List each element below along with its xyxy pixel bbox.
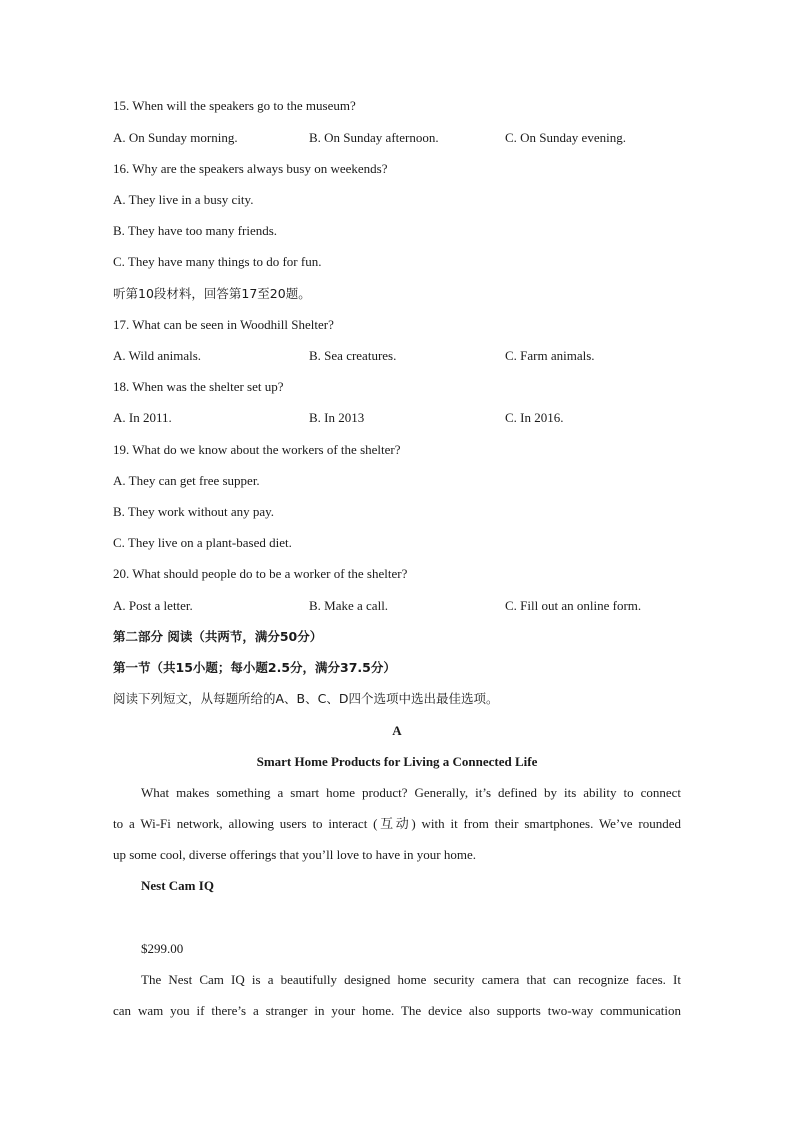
question-16: 16. Why are the speakers always busy on weekends? <box>113 161 388 176</box>
q19-option-c: C. They live on a plant-based diet. <box>113 535 292 550</box>
section-1-heading: 第一节（共15小题；每小题2.5分，满分37.5分） <box>113 660 396 675</box>
q20-option-b: B. Make a call. <box>309 598 389 613</box>
intro-line-2: to a Wi-Fi network, allowing users to interact (互动) with it from their smartphones. We’ve rounded <box>113 816 681 831</box>
intro-line-1: What makes something a smart home product? Generally, it’s defined by its ability to connect <box>141 785 681 800</box>
question-19: 19. What do we know about the workers of the shelter? <box>113 442 401 457</box>
q19-option-b: B. They work without any pay. <box>113 504 275 519</box>
intro-line-3: up some cool, diverse offerings that you’ll love to have in your home. <box>113 847 476 862</box>
product-name: Nest Cam IQ <box>141 878 214 893</box>
question-15: 15. When will the speakers go to the museum? <box>113 98 356 113</box>
q15-option-a: A. On Sunday morning. <box>113 130 238 145</box>
q17-option-b: B. Sea creatures. <box>309 348 397 363</box>
q20-option-a: A. Post a letter. <box>113 598 193 613</box>
question-17: 17. What can be seen in Woodhill Shelter? <box>113 317 334 332</box>
section-10-instruction: 听第10段材料，回答第17至20题。 <box>113 286 311 301</box>
product-description <box>113 964 681 1026</box>
q16-option-a: A. They live in a busy city. <box>113 192 254 207</box>
reading-instructions: 阅读下列短文，从每题所给的A、B、C、D四个选项中选出最佳选项。 <box>113 691 499 706</box>
desc-line-2: can wam you if there’s a stranger in your home. The device also supports two-way communication <box>113 1003 681 1018</box>
desc-line-1: The Nest Cam IQ is a beautifully designed home security camera that can recognize faces. It <box>141 972 681 987</box>
question-18: 18. When was the shelter set up? <box>113 379 284 394</box>
q16-option-b: B. They have too many friends. <box>113 223 278 238</box>
q20-option-c: C. Fill out an online form. <box>505 598 642 613</box>
part-2-heading: 第二部分 阅读（共两节，满分50分） <box>113 629 323 644</box>
q18-option-b: B. In 2013 <box>309 410 365 425</box>
passage-intro-paragraph <box>113 777 681 870</box>
q16-option-c: C. They have many things to do for fun. <box>113 254 322 269</box>
passage-label: A <box>392 723 402 738</box>
product-price: $299.00 <box>141 941 184 956</box>
q17-option-a: A. Wild animals. <box>113 348 202 363</box>
question-20: 20. What should people do to be a worker of the shelter? <box>113 566 408 581</box>
passage-title: Smart Home Products for Living a Connected Life <box>256 754 538 769</box>
q15-option-c: C. On Sunday evening. <box>505 130 626 145</box>
q19-option-a: A. They can get free supper. <box>113 473 260 488</box>
q17-option-c: C. Farm animals. <box>505 348 595 363</box>
q15-option-b: B. On Sunday afternoon. <box>309 130 439 145</box>
q18-option-a: A. In 2011. <box>113 410 172 425</box>
q18-option-c: C. In 2016. <box>505 410 564 425</box>
